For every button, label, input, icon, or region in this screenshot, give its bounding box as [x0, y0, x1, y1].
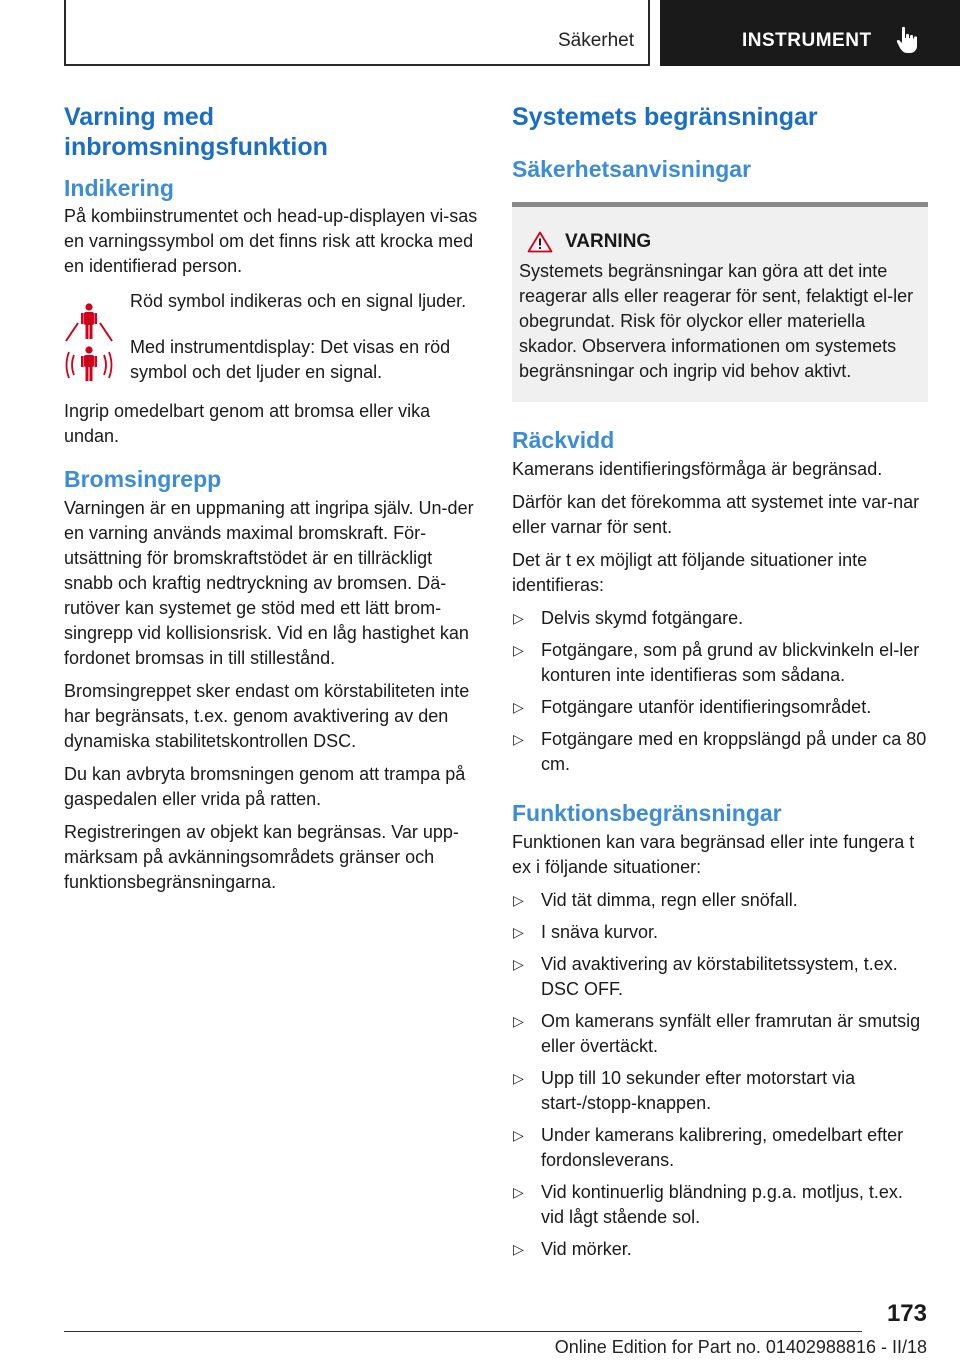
heading-indikering: Indikering	[64, 175, 174, 201]
list-item: ▷ Vid mörker.	[512, 1237, 928, 1262]
footer-divider	[64, 1331, 862, 1332]
heading-bromsingrepp: Bromsingrepp	[64, 466, 222, 492]
list-item: ▷ Om kamerans synfält eller framrutan är smutsig eller övertäckt.	[513, 1011, 921, 1056]
section-label: Säkerhet	[557, 30, 634, 51]
symbol1-description: Röd symbol indikeras och en signal ljuder.	[130, 291, 467, 311]
header-chapter-tab	[660, 0, 960, 66]
bullet-triangle-icon: ▷	[513, 1127, 524, 1143]
bullet-triangle-icon: ▷	[513, 892, 524, 908]
rackvidd-p2: Därför kan det förekomma att systemet inte var-nar eller varnar för sent.	[512, 492, 920, 537]
left-column	[64, 102, 478, 895]
bullet-triangle-icon: ▷	[513, 642, 524, 658]
list-item: ▷ I snäva kurvor.	[512, 920, 928, 945]
bullet-triangle-icon: ▷	[513, 699, 524, 715]
list-item: ▷ Fotgängare med en kroppslängd på under ca 80 cm.	[513, 729, 927, 774]
list-item: ▷ Fotgängare, som på grund av blickvinkeln el-ler konturen inte identifieras som sådana.	[513, 640, 920, 685]
bullet-triangle-icon: ▷	[513, 1070, 524, 1086]
bullet-triangle-icon: ▷	[513, 610, 524, 626]
bromsingrepp-p4: Registreringen av objekt kan begränsas. Var upp-märksam på avkänningsområdets gränser och funktionsbegränsningarna.	[64, 822, 459, 892]
list-item: ▷ Upp till 10 sekunder efter motorstart via start-/stopp-knappen.	[513, 1068, 856, 1113]
symbol2-description: Med instrumentdisplay: Det visas en röd symbol och det ljuder en signal.	[130, 337, 451, 382]
heading-safety: Säkerhetsanvisningar	[512, 156, 752, 182]
list-item: ▷ Fotgängare utanför identifieringsområdet.	[512, 695, 928, 720]
bullet-triangle-icon: ▷	[513, 956, 524, 972]
warning-label: VARNING	[565, 231, 652, 252]
bromsingrepp-p2: Bromsingreppet sker endast om körstabiliteten inte har begränsats, t.ex. genom avaktivering av den dynamiska stabilitetskontrollen DSC.	[64, 681, 470, 751]
funktion-intro: Funktionen kan vara begränsad eller inte fungera t ex i följande situationer:	[512, 832, 915, 877]
list-item: ▷ Vid tät dimma, regn eller snöfall.	[512, 888, 928, 913]
chapter-label: INSTRUMENT	[742, 30, 872, 51]
header-section-tab	[64, 0, 650, 66]
bromsingrepp-p1: Varningen är en uppmaning att ingripa själv. Un-der en varning används maximal bromskraft. För-utsättning för bromskraftstödet är en tillräckligt snabb och kraftig nedtryckning av bromsen. Dä-rutöver kan systemet ge stöd med ett lätt brom-singrepp vid kollisionsrisk. Vid en låg hastighet kan fordonet bromsas in till stillestånd.	[64, 498, 474, 668]
section-title-warning: Varning med inbromsningsfunktion	[64, 103, 328, 161]
list-item: ▷ Vid avaktivering av körstabilitetssystem, t.ex. DSC OFF.	[513, 954, 898, 999]
heading-funktion: Funktionsbegränsningar	[512, 800, 782, 826]
warning-box	[512, 202, 928, 402]
indikering-action: Ingrip omedelbart genom att bromsa eller vika undan.	[64, 401, 431, 446]
warning-text: Systemets begränsningar kan göra att det inte reagerar alls eller reagerar för sent, felaktigt el-ler obegrundat. Risk för olyckor eller materiella skador. Observera informationen om systemets begränsningar och ingrip vid behov aktivt.	[519, 261, 914, 381]
bullet-triangle-icon: ▷	[513, 1013, 524, 1029]
symbol-row-red	[64, 289, 478, 314]
warning-triangle-icon	[527, 231, 553, 253]
page-number: 173	[886, 1300, 927, 1327]
list-item: ▷ Vid kontinuerlig bländning p.g.a. motljus, t.ex. vid lågt stående sol.	[513, 1182, 903, 1227]
list-item: ▷ Delvis skymd fotgängare.	[512, 606, 928, 631]
list-item: ▷ Under kamerans kalibrering, omedelbart efter fordonsleverans.	[513, 1125, 904, 1170]
bullet-triangle-icon: ▷	[513, 1241, 524, 1257]
pedestrian-signal-icon	[58, 341, 124, 391]
edition-text: Online Edition for Part no. 01402988816 - II/18	[554, 1337, 927, 1357]
warning-header	[519, 231, 921, 253]
rackvidd-p1: Kamerans identifieringsförmåga är begränsad.	[512, 459, 883, 479]
hand-pointer-icon	[896, 26, 922, 54]
bromsingrepp-p3: Du kan avbryta bromsningen genom att trampa på gaspedalen eller vrida på ratten.	[64, 764, 466, 809]
symbol-row-display	[64, 335, 478, 385]
bullet-triangle-icon: ▷	[513, 731, 524, 747]
right-column	[512, 102, 928, 1262]
bullet-triangle-icon: ▷	[513, 924, 524, 940]
funktion-list	[512, 888, 928, 1262]
section-title-limits: Systemets begränsningar	[512, 103, 818, 131]
symbol-container	[64, 335, 130, 385]
heading-rackvidd: Räckvidd	[512, 427, 615, 453]
bullet-triangle-icon: ▷	[513, 1184, 524, 1200]
rackvidd-p3: Det är t ex möjligt att följande situationer inte identifieras:	[512, 550, 868, 595]
symbol-container	[64, 289, 130, 314]
rackvidd-list	[512, 606, 928, 777]
indikering-intro: På kombiinstrumentet och head-up-displayen vi-sas en varningssymbol om det finns risk att krocka med en identifierad person.	[64, 206, 478, 276]
